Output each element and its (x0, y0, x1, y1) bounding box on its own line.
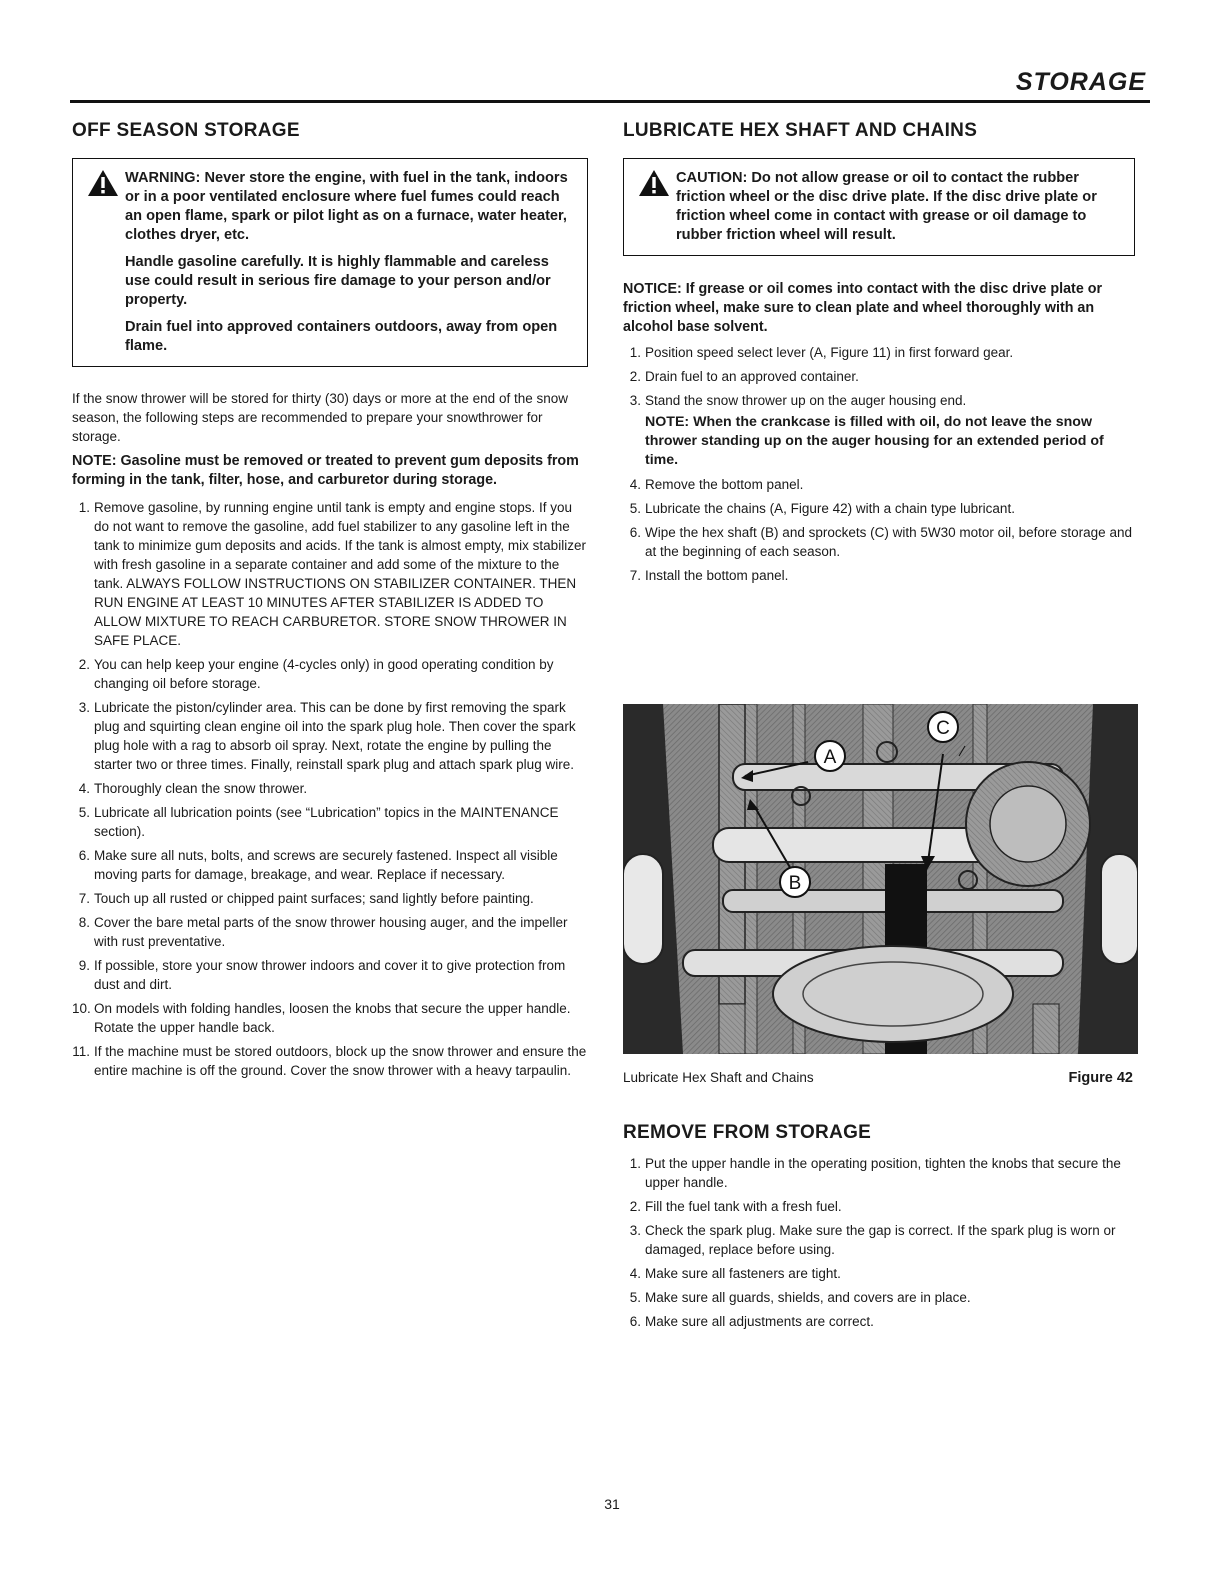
hex-shaft-chains-illustration (623, 704, 1138, 1054)
figure-caption-text: Lubricate Hex Shaft and Chains (623, 1070, 814, 1085)
gasoline-note: NOTE: Gasoline must be removed or treated to prevent gum deposits from forming in the tank, filter, hose, and carburetor during storage. (72, 453, 579, 488)
off-season-steps (72, 498, 588, 1080)
list-item: 4. Make sure all fasteners are tight. (629, 1266, 841, 1281)
lubricate-heading: LUBRICATE HEX SHAFT AND CHAINS (623, 120, 978, 141)
section-title: STORAGE (1015, 68, 1146, 96)
callout-c (928, 712, 958, 742)
list-item: 10. On models with folding handles, loosen the knobs that secure the upper handle. Rotate the upper handle back. (72, 1001, 571, 1035)
warning-box (72, 158, 588, 367)
list-item: 3. Stand the snow thrower up on the auger housing end. NOTE: When the crankcase is filled with oil, do not leave the snow thrower standing up on the auger housing for an extended period of time. (623, 391, 1135, 470)
figure-caption (623, 1070, 1135, 1085)
list-item: 2. Fill the fuel tank with a fresh fuel. (629, 1199, 842, 1214)
warning-text-3: Drain fuel into approved containers outdoors, away from open flame. (125, 319, 558, 354)
remove-steps (623, 1154, 1135, 1331)
list-item: 8. Cover the bare metal parts of the snow thrower housing auger, and the impeller with rust preventative. (78, 915, 568, 949)
list-item: 3. Check the spark plug. Make sure the gap is correct. If the spark plug is worn or damaged, replace before using. (629, 1223, 1116, 1257)
notice-text: NOTICE: If grease or oil comes into contact with the disc drive plate or friction wheel, make sure to clean plate and wheel thoroughly with an alcohol base solvent. (623, 281, 1103, 335)
list-item: 6. Make sure all nuts, bolts, and screws are securely fastened. Inspect all visible moving parts for damage, breakage, and wear. Replace if necessary. (78, 848, 558, 882)
list-item: 3. Lubricate the piston/cylinder area. This can be done by first removing the spark plug and squirting clean engine oil into the spark plug hole. Then cover the spark plug hole with a rag to absorb oil spray. Next, rotate the engine by pulling the starter two or three times. Finally, reinstall spark plug and attach spark plug wire. (78, 700, 576, 772)
list-item: 1. Position speed select lever (A, Figure 11) in first forward gear. (629, 345, 1014, 360)
svg-text:B: B (788, 873, 802, 894)
list-item: 5. Lubricate the chains (A, Figure 42) with a chain type lubricant. (629, 501, 1015, 516)
figure-number: Figure 42 (1068, 1070, 1133, 1086)
list-item: 7. Install the bottom panel. (629, 568, 789, 583)
list-item: 4. Thoroughly clean the snow thrower. (78, 781, 308, 796)
caution-box (623, 158, 1135, 256)
list-item: 5. Make sure all guards, shields, and covers are in place. (629, 1290, 971, 1305)
caution-text: CAUTION: Do not allow grease or oil to contact the rubber friction wheel or the disc drive plate. If the disc drive plate or friction wheel come in contact with grease or oil damage to rubber friction wheel will result. (676, 170, 1097, 243)
list-item: 11. If the machine must be stored outdoors, block up the snow thrower and ensure the entire machine is off the ground. Cover the snow thrower with a heavy tarpaulin. (72, 1044, 587, 1078)
callout-b (780, 867, 810, 897)
left-column (72, 120, 588, 1085)
storage-intro: If the snow thrower will be stored for thirty (30) days or more at the end of the snow season, the following steps are recommended to prepare your snowthrower for storage. (72, 391, 568, 444)
warning-text-2: Handle gasoline carefully. It is highly flammable and careless use could result in serious fire damage to your person and/or property. (125, 254, 551, 308)
list-item: 5. Lubricate all lubrication points (see “Lubrication” topics in the MAINTENANCE section). (78, 805, 559, 839)
list-item: 6. Make sure all adjustments are correct. (629, 1314, 874, 1329)
remove-section (623, 1122, 1135, 1336)
warning-triangle-icon (87, 169, 119, 197)
off-season-heading: OFF SEASON STORAGE (72, 120, 300, 141)
callout-a (815, 741, 845, 771)
caution-triangle-icon (638, 169, 670, 197)
list-item: 6. Wipe the hex shaft (B) and sprockets (C) with 5W30 motor oil, before storage and at the beginning of each season. (629, 525, 1132, 559)
warning-text-1: WARNING: Never store the engine, with fuel in the tank, indoors or in a poor ventilated enclosure where fuel fumes could reach an open flame, spark or pilot light as on a furnace, water heater, clothes dryer, etc. (125, 170, 568, 243)
list-item: 2. You can help keep your engine (4-cycles only) in good operating condition by changing oil before storage. (78, 657, 554, 691)
list-item: 2. Drain fuel to an approved container. (629, 369, 859, 384)
page-header (70, 66, 1150, 103)
remove-heading: REMOVE FROM STORAGE (623, 1122, 872, 1143)
list-item: 4. Remove the bottom panel. (629, 477, 804, 492)
list-item: 9. If possible, store your snow thrower indoors and cover it to give protection from dust and dirt. (78, 958, 566, 992)
lubricate-steps (623, 343, 1135, 585)
right-column (623, 120, 1135, 590)
svg-text:A: A (823, 747, 837, 768)
svg-text:C: C (936, 718, 950, 739)
crankcase-note: NOTE: When the crankcase is filled with oil, do not leave the snow thrower standing up on the auger housing for an extended period of time. (645, 414, 1104, 468)
list-item: 7. Touch up all rusted or chipped paint surfaces; sand lightly before painting. (78, 891, 534, 906)
page-number: 31 (604, 1496, 620, 1512)
figure-42-image (623, 704, 1138, 1054)
list-item: 1. Put the upper handle in the operating position, tighten the knobs that secure the upper handle. (629, 1156, 1121, 1190)
list-item: 1. Remove gasoline, by running engine until tank is empty and engine stops. If you do not want to remove the gasoline, add fuel stabilizer to any gasoline left in the tank to minimize gum deposits and acids. If the tank is almost empty, mix stabilizer with fresh gasoline in a separate container and add some of the mixture to the tank. ALWAYS FOLLOW INSTRUCTIONS ON STABILIZER CONTAINER. THEN RUN ENGINE AT LEAST 10 MINUTES AFTER STABILIZER IS ADDED TO ALLOW MIXTURE TO REACH CARBURETOR. STORE SNOW THROWER IN SAFE PLACE. (78, 500, 586, 648)
